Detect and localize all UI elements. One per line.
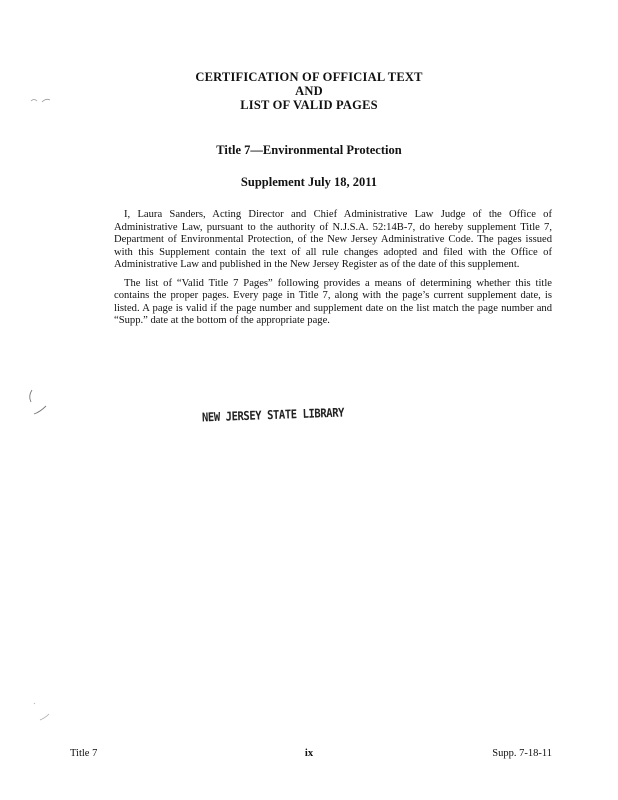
- supplement-date-heading: Supplement July 18, 2011: [240, 175, 378, 189]
- scan-artifact-bottom: [30, 700, 54, 724]
- scan-artifact-middle: [26, 388, 52, 420]
- paragraph-certification: I, Laura Sanders, Acting Director and Chief Administrative Law Judge of the Office of Administrative Law, pursuant to the authority of N.J.S.A. 52:14B-7, do hereby supplement Title 7, Department of Environmental Protection, of the New Jersey Administrative Code. The pages issued with this Supplement contain the text of all rule changes adopted and filed with the Office of Administrative Law and published in the New Jersey Register as of the date of this supplement.: [114, 209, 552, 270]
- certification-body: [114, 209, 552, 334]
- heading-line-3: LIST OF VALID PAGES: [240, 98, 378, 112]
- title-heading: Title 7—Environmental Protection: [216, 143, 402, 157]
- heading-line-1: CERTIFICATION OF OFFICIAL TEXT: [195, 70, 423, 84]
- scan-artifact-top: [30, 95, 52, 105]
- certification-heading: [0, 70, 618, 112]
- heading-line-2: AND: [295, 84, 323, 98]
- footer-page-number: ix: [304, 748, 314, 759]
- footer-supplement-date: Supp. 7-18-11: [492, 748, 552, 759]
- library-stamp: NEW JERSEY STATE LIBRARY: [201, 406, 345, 425]
- paragraph-valid-pages: The list of “Valid Title 7 Pages” following provides a means of determining whether this title contains the proper pages. Every page in Title 7, along with the page’s current supplement date, is listed. A page is valid if the page number and supplement date on the list match the page number and “Supp.” date at the bottom of the appropriate page.: [114, 277, 552, 326]
- footer-title: Title 7: [70, 748, 98, 759]
